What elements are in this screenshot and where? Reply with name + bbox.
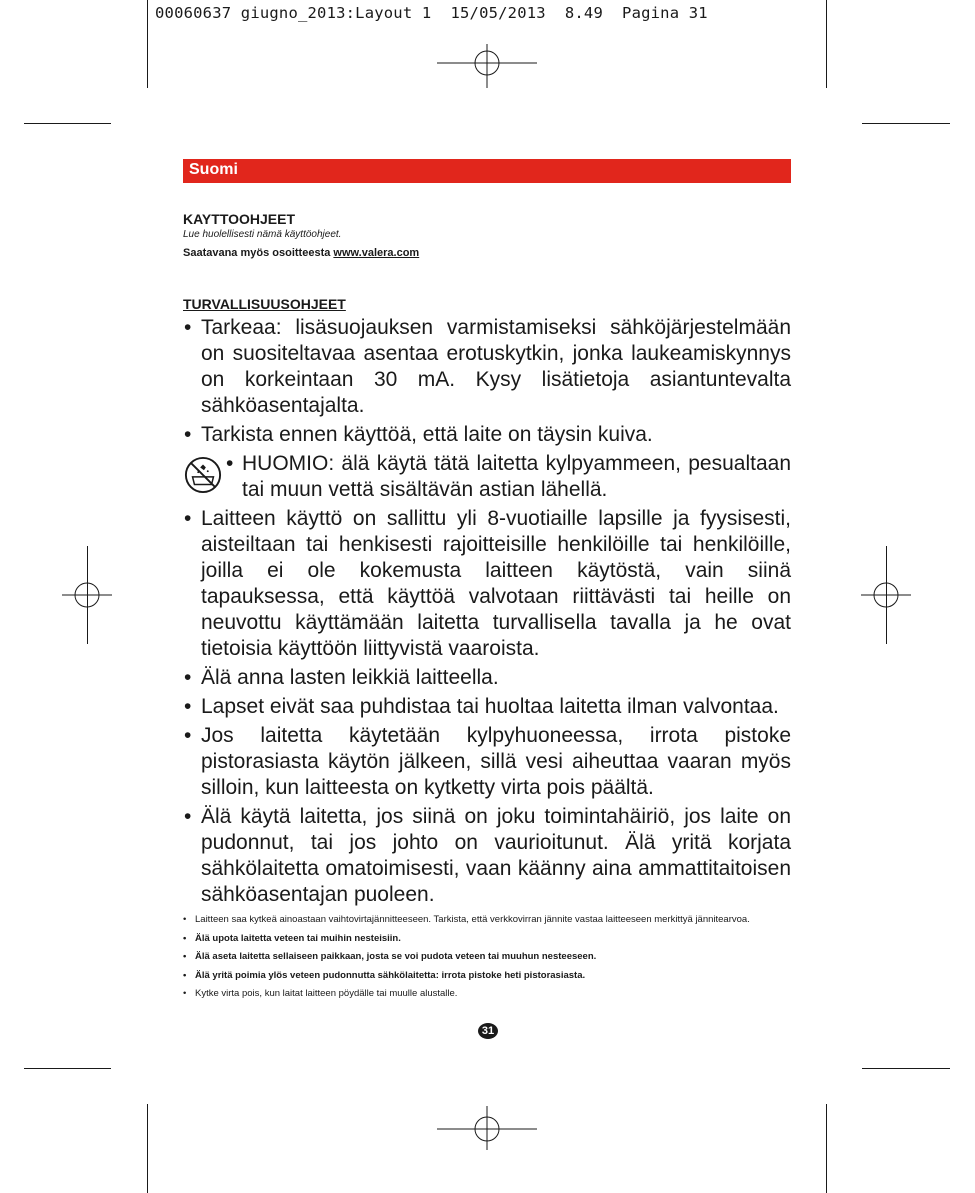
crop-mark — [147, 0, 148, 88]
crop-mark — [24, 1068, 111, 1069]
bullet: • — [184, 316, 192, 339]
list-item: • Laitteen käyttö on sallittu yli 8-vuotiaille lapsille ja fyysisesti, aisteiltaan tai henkisesti rajoitteisille henkilöille tai henkilöille, joilla ei ole kokemusta laitteen käytöstä, vain siinä tapauksessa, että käyttöä valvotaan riittävästi tai heille on neuvottu käyttämään laitetta turvallisella tavalla ja he ovat tietoisia käyttöön liittyvistä vaaroista. — [184, 507, 791, 660]
crop-mark — [147, 1104, 148, 1193]
bullet: • — [184, 695, 192, 718]
language-banner — [183, 159, 791, 183]
instructions-title: KAYTTOOHJEET — [183, 211, 296, 227]
list-item: • Älä käytä laitetta, jos siinä on joku toimintahäiriö, jos laite on pudonnut, tai jos johto on vaurioitunut. Älä yritä korjata sähkölaitetta omatoimisesti, vaan käänny aina ammattitaitoisen sähköasentajan puoleen. — [184, 805, 791, 906]
crop-mark — [862, 123, 950, 124]
registration-mark-icon — [437, 44, 537, 88]
note-item: • Älä yritä poimia ylös veteen pudonnutta sähkölaitetta: irrota pistoke heti pistorasiasta. — [183, 969, 586, 981]
crop-mark — [862, 1068, 950, 1069]
availability-text: Saatavana myös osoitteesta — [183, 247, 334, 259]
bullet: • — [226, 452, 234, 475]
list-item: • Tarkeaa: lisäsuojauksen varmistamiseksi sähköjärjestelmään on suositeltavaa asentaa erotuskytkin, jonka laukeamiskynnys on korkeintaan 30 mA. Kysy lisätietoja asiantuntevalta sähköasentajalta. — [184, 316, 791, 417]
registration-mark-icon — [437, 1106, 537, 1150]
safety-list — [184, 315, 791, 911]
print-slug: 00060637 giugno_2013:Layout 1 15/05/2013 8.49 Pagina 31 — [155, 4, 708, 22]
page-number: 31 — [478, 1023, 498, 1039]
website-link[interactable]: www.valera.com — [333, 247, 420, 259]
note-item: • Älä aseta laitetta sellaiseen paikkaan, josta se voi pudota veteen tai muuhun nesteeseen. — [183, 951, 597, 962]
list-item-warning: • HUOMIO: älä käytä tätä laitetta kylpyammeen, pesualtaan tai muun vettä sisältävän astian lähellä. — [184, 451, 791, 503]
instructions-subtitle: Lue huolellisesti nämä käyttöohjeet. — [183, 229, 342, 240]
list-item: • Tarkista ennen käyttöä, että laite on täysin kuiva. — [184, 423, 653, 446]
note-item: • Älä upota laitetta veteen tai muihin nesteisiin. — [183, 932, 401, 944]
crop-mark — [24, 123, 111, 124]
registration-mark-icon — [62, 570, 112, 620]
crop-mark — [826, 1104, 827, 1193]
bullet: • — [184, 423, 192, 446]
availability-line — [183, 247, 419, 259]
crop-mark — [826, 0, 827, 88]
registration-mark-icon — [861, 570, 911, 620]
bullet: • — [184, 805, 192, 828]
list-item: • Lapset eivät saa puhdistaa tai huoltaa laitetta ilman valvontaa. — [184, 695, 779, 718]
note-item: • Laitteen saa kytkeä ainoastaan vaihtovirtajännitteeseen. Tarkista, että verkkovirran jännite vastaa laitteeseen merkittyä jännitearvoa. — [183, 914, 750, 925]
notes-list — [183, 914, 791, 1007]
note-item: • Kytke virta pois, kun laitat laitteen pöydälle tai muulle alustalle. — [183, 988, 458, 999]
no-bathtub-icon — [184, 456, 222, 494]
safety-heading: TURVALLISUUSOHJEET — [183, 296, 346, 312]
bullet: • — [184, 666, 192, 689]
bullet: • — [184, 724, 192, 747]
list-item: • Jos laitetta käytetään kylpyhuoneessa, irrota pistoke pistorasiasta käytön jälkeen, sillä vesi aiheuttaa vaaran myös silloin, kun laitteesta on kytketty virta pois päältä. — [184, 724, 791, 799]
list-item: • Älä anna lasten leikkiä laitteella. — [184, 666, 499, 689]
bullet: • — [184, 507, 192, 530]
language-label: Suomi — [189, 161, 238, 178]
